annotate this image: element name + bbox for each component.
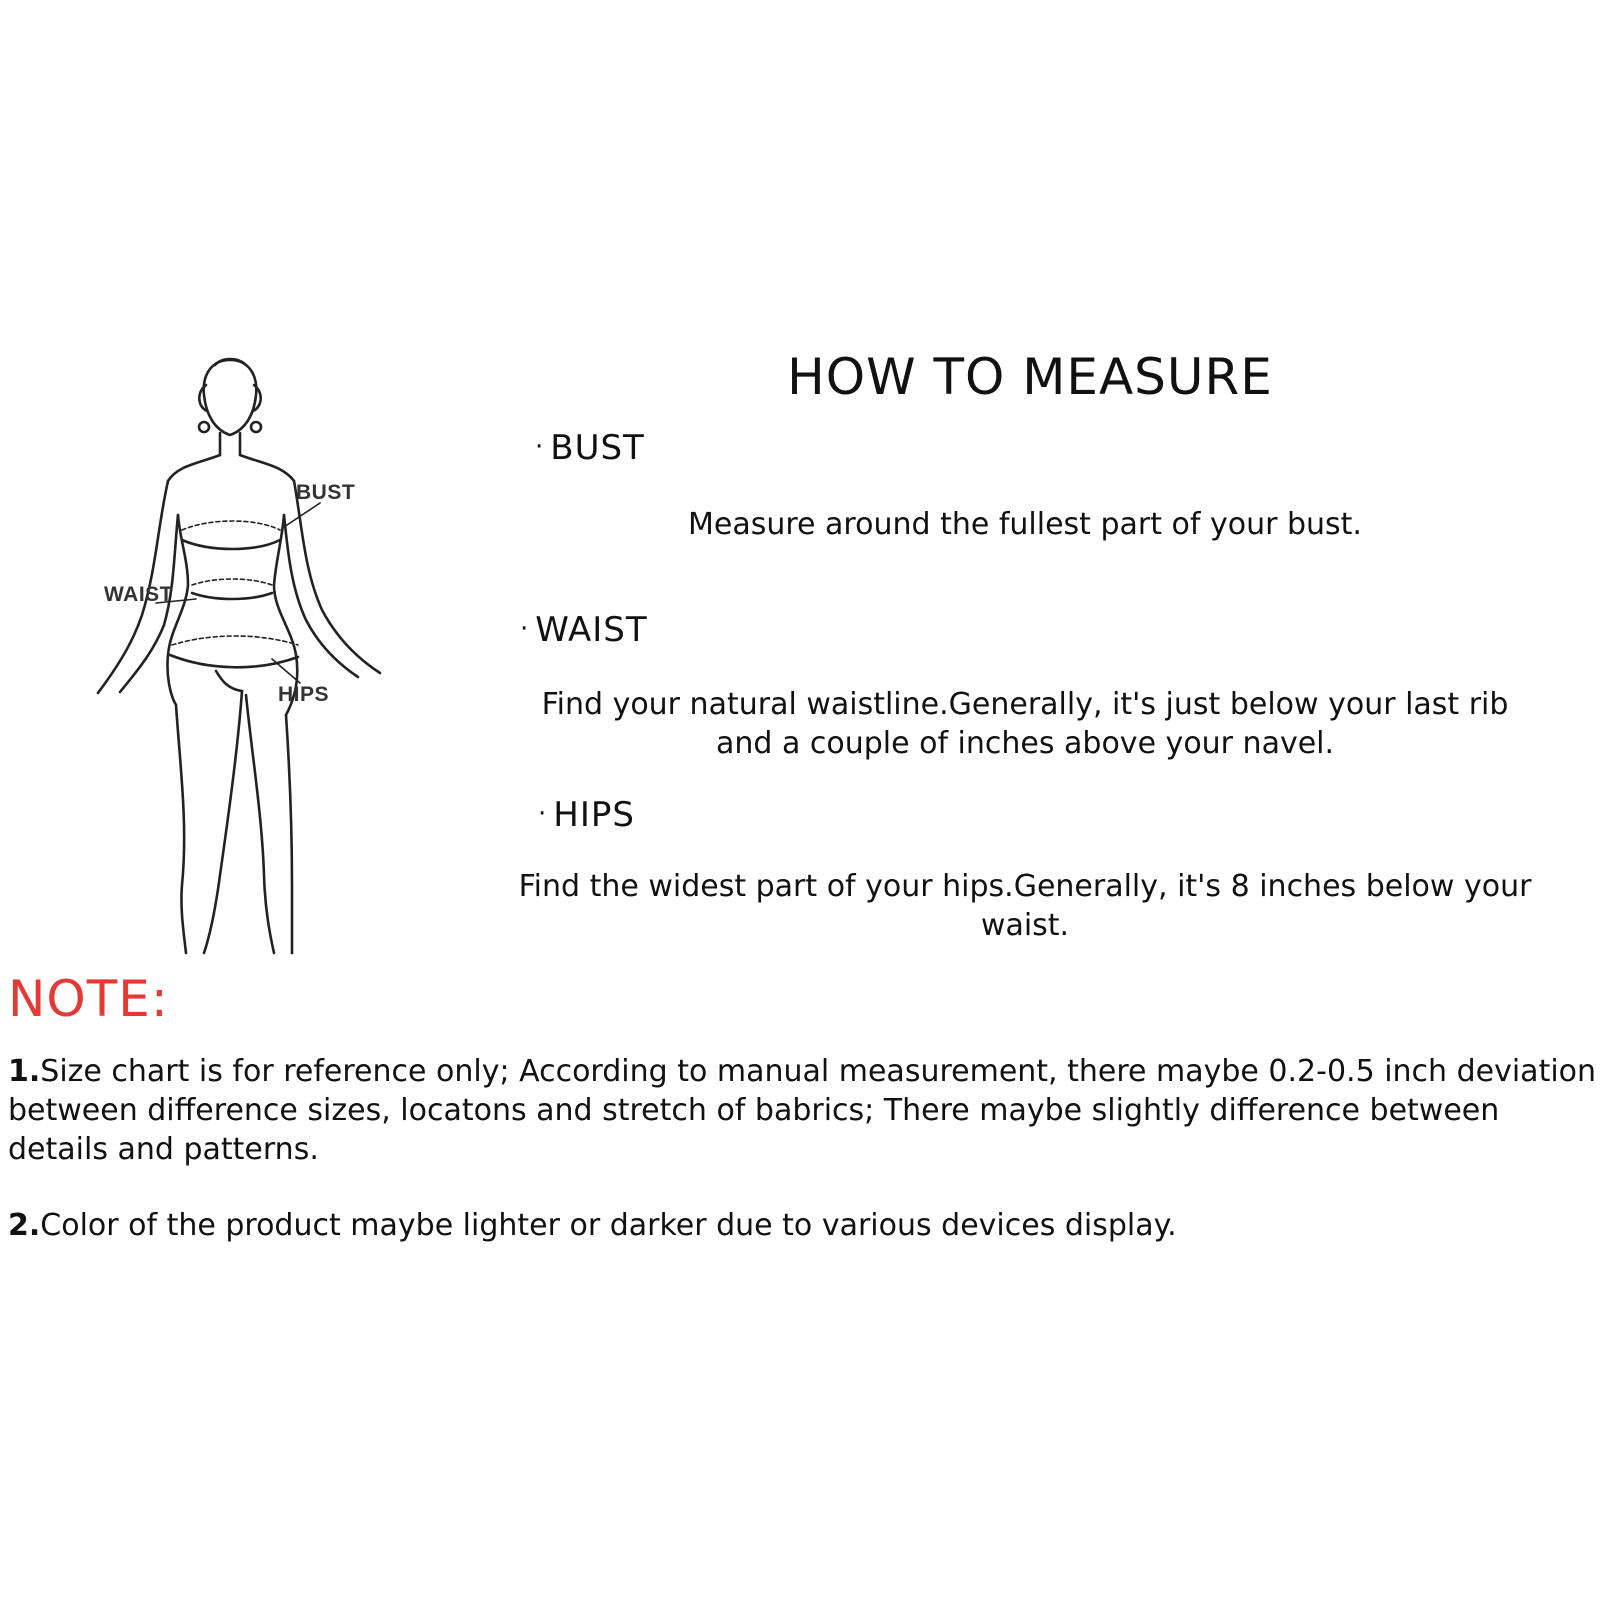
section-text-bust: Measure around the fullest part of your bust. (688, 507, 1362, 542)
section-heading-bust (535, 428, 645, 468)
body-outline-icon (70, 355, 400, 955)
bullet-dot: · (535, 432, 545, 462)
page-title: HOW TO MEASURE (787, 348, 1273, 406)
note-text: Color of the product maybe lighter or darker due to various devices display. (40, 1208, 1177, 1243)
section-heading-label: WAIST (535, 610, 648, 650)
note-number: 1. (8, 1054, 41, 1089)
note-item-1 (8, 1052, 1598, 1169)
note-text: Size chart is for reference only; According to manual measurement, there maybe 0.2-0.5 inch deviation between difference sizes, locatons and stretch of babrics; There maybe slightly difference between details and patterns. (8, 1054, 1597, 1167)
section-heading-label: HIPS (553, 795, 635, 835)
section-heading-label: BUST (550, 428, 645, 468)
hips-label: HIPS (278, 683, 330, 706)
section-text-waist: Find your natural waistline.Generally, it's just below your last rib and a couple of inches above your navel. (541, 687, 1509, 761)
section-heading-waist (520, 610, 648, 650)
note-title: NOTE: (8, 970, 169, 1028)
section-heading-hips (538, 795, 635, 835)
bust-label: BUST (296, 481, 356, 504)
note-item-2 (8, 1206, 1598, 1245)
waist-label: WAIST (104, 583, 173, 606)
body-figure-illustration (70, 355, 400, 955)
bullet-dot: · (538, 799, 548, 829)
bullet-dot: · (520, 614, 530, 644)
section-text-hips: Find the widest part of your hips.Generally, it's 8 inches below your waist. (518, 869, 1532, 943)
note-number: 2. (8, 1208, 41, 1243)
